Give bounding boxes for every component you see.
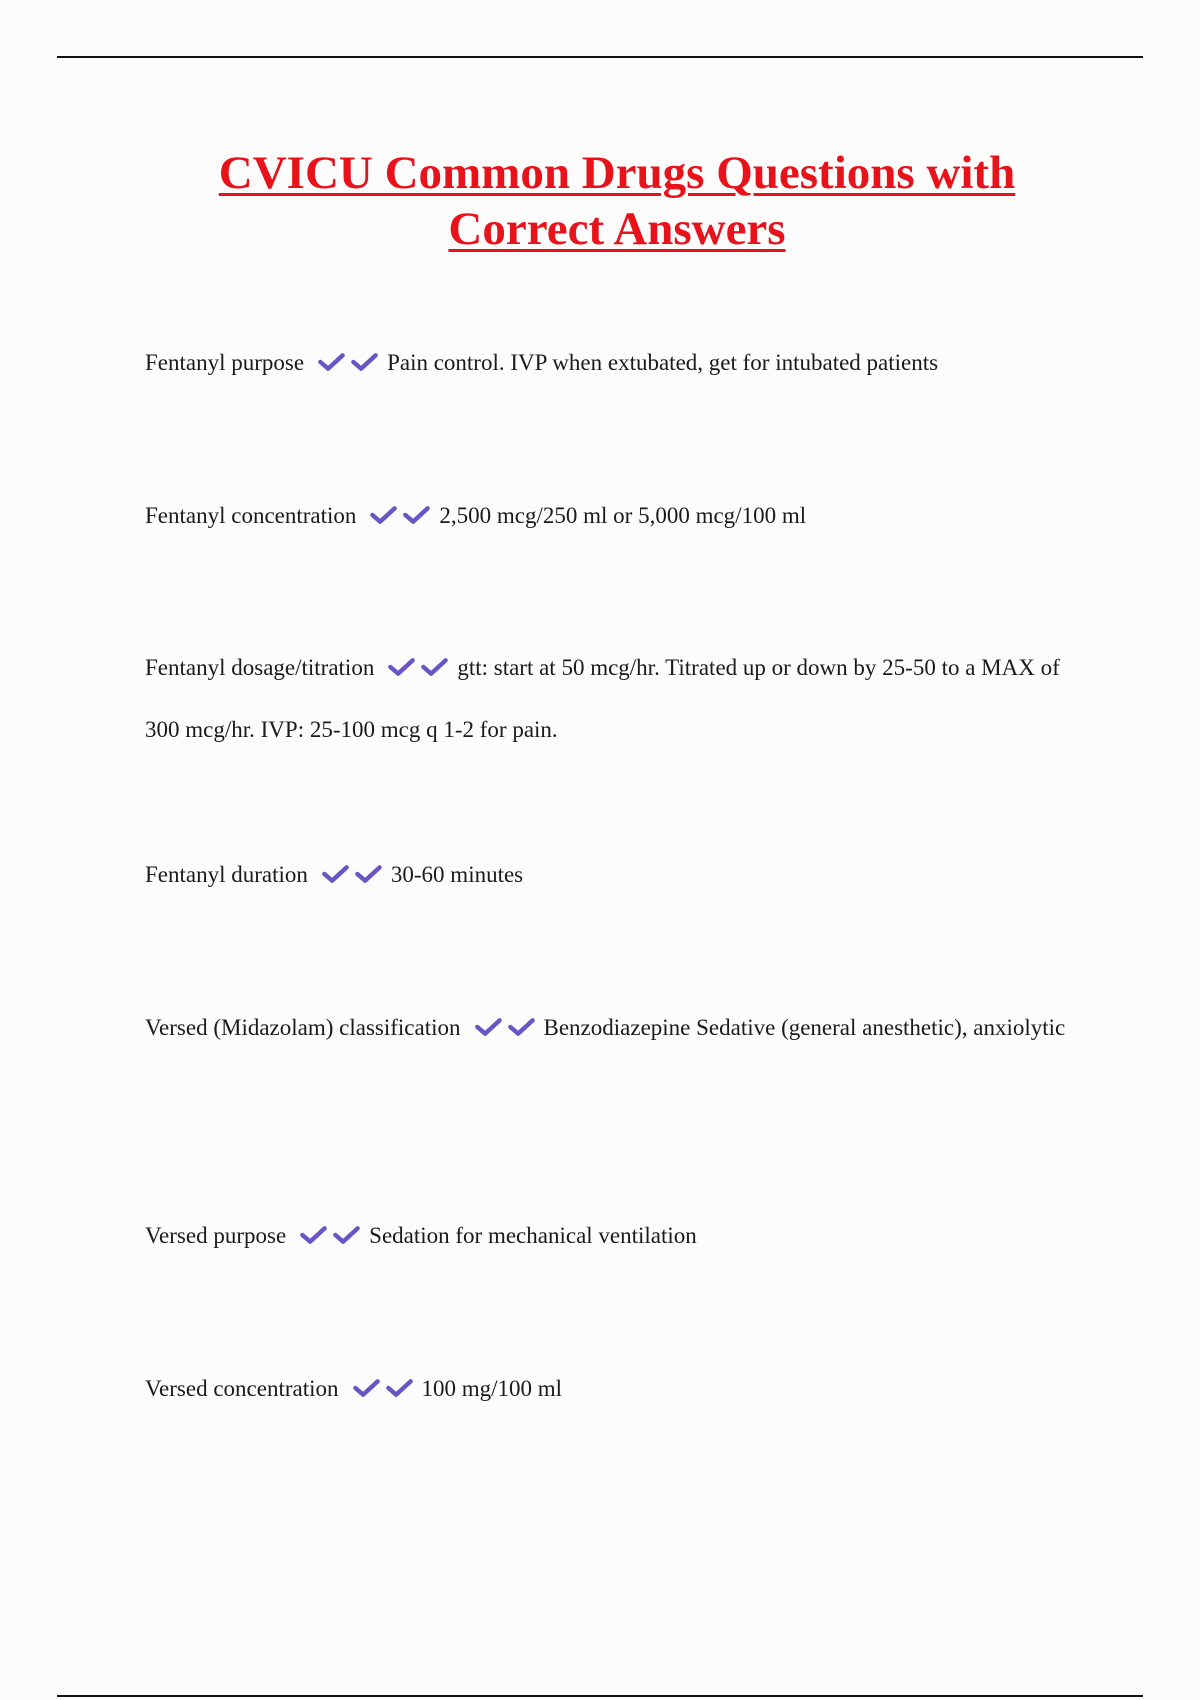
top-rule bbox=[57, 56, 1143, 58]
answer-text: 100 mg/100 ml bbox=[421, 1376, 563, 1401]
double-check-icon bbox=[318, 335, 384, 395]
qa-item bbox=[145, 1359, 1085, 1421]
double-check-icon bbox=[322, 847, 388, 907]
qa-item bbox=[145, 998, 1085, 1060]
answer-text: 30-60 minutes bbox=[390, 862, 524, 887]
question-text: Fentanyl purpose bbox=[145, 350, 305, 375]
double-check-icon bbox=[475, 1000, 541, 1060]
answer-text: Pain control. IVP when extubated, get for intubated patients bbox=[387, 350, 939, 375]
qa-item bbox=[145, 845, 1085, 907]
question-text: Versed (Midazolam) classification bbox=[145, 1015, 461, 1040]
double-check-icon bbox=[300, 1208, 366, 1268]
double-check-icon bbox=[353, 1361, 419, 1421]
question-text: Versed purpose bbox=[145, 1223, 287, 1248]
qa-item bbox=[145, 638, 1085, 760]
qa-item bbox=[145, 333, 1085, 395]
bottom-rule bbox=[57, 1695, 1143, 1697]
question-text: Versed concentration bbox=[145, 1376, 339, 1401]
double-check-icon bbox=[370, 488, 436, 548]
answer-text: 2,500 mcg/250 ml or 5,000 mcg/100 ml bbox=[439, 503, 807, 528]
page-title bbox=[0, 145, 1200, 257]
qa-item bbox=[145, 1206, 1085, 1268]
title-line-1: CVICU Common Drugs Questions with bbox=[218, 147, 1016, 199]
question-text: Fentanyl concentration bbox=[145, 503, 357, 528]
question-text: Fentanyl duration bbox=[145, 862, 308, 887]
double-check-icon bbox=[388, 640, 454, 700]
answer-text: Benzodiazepine Sedative (general anesthetic), anxiolytic bbox=[543, 1015, 1066, 1040]
answer-text: Sedation for mechanical ventilation bbox=[369, 1223, 697, 1248]
qa-item bbox=[145, 486, 1085, 548]
question-text: Fentanyl dosage/titration bbox=[145, 655, 375, 680]
title-line-2: Correct Answers bbox=[448, 203, 786, 255]
answer-text: gtt: start at 50 mcg/hr. Titrated up or down by 25-50 to a MAX of 300 mcg/hr. IVP: 25-100 mcg q 1-2 for pain. bbox=[145, 655, 1060, 742]
